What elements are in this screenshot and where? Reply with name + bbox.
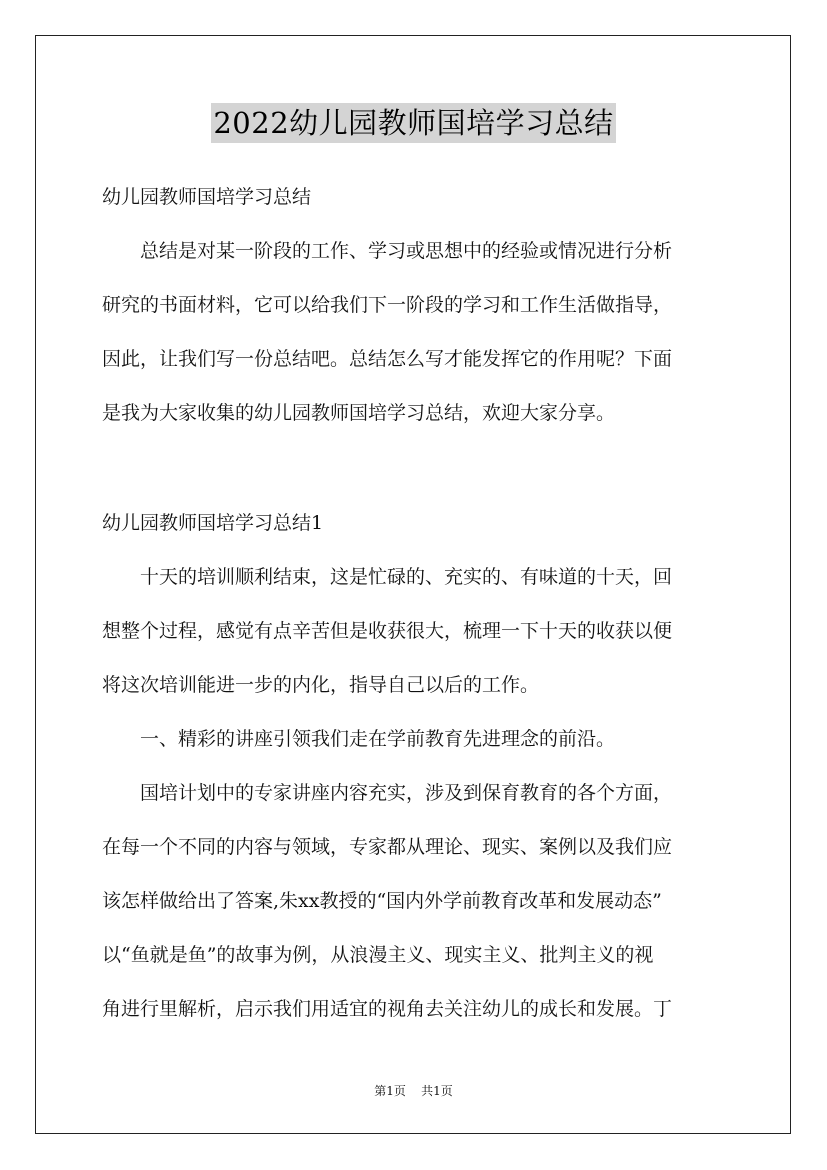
intro-line: 是我为大家收集的幼儿园教师国培学习总结，欢迎大家分享。: [102, 402, 616, 424]
para1-line: 想整个过程，感觉有点辛苦但是收获很大，梳理一下十天的收获以便: [102, 620, 673, 642]
para3-line: 角进行里解析，启示我们用适宜的视角去关注幼儿的成长和发展。丁: [102, 998, 673, 1020]
intro-line: 总结是对某一阶段的工作、学习或思想中的经验或情况进行分析: [140, 240, 673, 262]
para3-line: 国培计划中的专家讲座内容充实，涉及到保育教育的各个方面，: [140, 782, 673, 804]
document-title: 2022幼儿园教师国培学习总结: [211, 103, 615, 143]
page-total: 共1页: [421, 1084, 453, 1098]
para3-line: 在每一个不同的内容与领域，专家都从理论、现实、案例以及我们应: [102, 836, 673, 858]
para1-line: 十天的培训顺利结束，这是忙碌的、充实的、有味道的十天，回: [140, 566, 673, 588]
para3-line: 以“鱼就是鱼”的故事为例，从浪漫主义、现实主义、批判主义的视: [102, 944, 654, 966]
document-subtitle: 幼儿园教师国培学习总结: [102, 186, 312, 208]
para1-line: 将这次培训能进一步的内化，指导自己以后的工作。: [102, 674, 540, 696]
page-number: 第1页: [374, 1084, 406, 1098]
footer-gap: [410, 1084, 418, 1098]
para3-line: 该怎样做给出了答案,朱xx教授的“国内外学前教育改革和发展动态”: [102, 890, 662, 912]
page-footer: [0, 1082, 827, 1099]
title-wrap: [0, 103, 827, 143]
intro-line: 因此，让我们写一份总结吧。总结怎么写才能发挥它的作用呢？下面: [102, 348, 673, 370]
intro-line: 研究的书面材料，它可以给我们下一阶段的学习和工作生活做指导，: [102, 294, 673, 316]
section-heading: 幼儿园教师国培学习总结1: [102, 512, 324, 534]
para2-line: 一、精彩的讲座引领我们走在学前教育先进理念的前沿。: [140, 728, 616, 750]
